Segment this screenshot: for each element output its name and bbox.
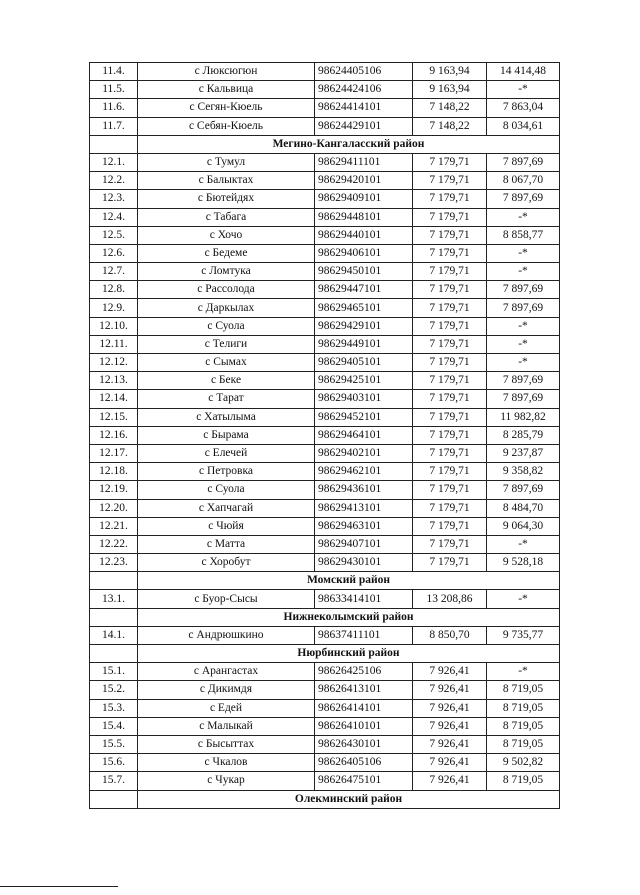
- value-1: 7 179,71: [413, 499, 487, 517]
- table-row: [90, 681, 560, 699]
- value-2: -*: [487, 263, 560, 281]
- table-row: [90, 772, 560, 790]
- table-row: [90, 354, 560, 372]
- value-2: -*: [487, 335, 560, 353]
- row-number: 15.4.: [90, 717, 138, 735]
- row-number: 15.3.: [90, 699, 138, 717]
- value-2: 7 897,69: [487, 299, 560, 317]
- oktmo-code: 98629413101: [315, 499, 413, 517]
- table-row: [90, 481, 560, 499]
- row-number: 12.1.: [90, 153, 138, 171]
- value-2: 9 064,30: [487, 517, 560, 535]
- district-header-row: [90, 135, 560, 153]
- settlement-name: с Едей: [138, 699, 315, 717]
- oktmo-code: 98629452101: [315, 408, 413, 426]
- row-number: 12.2.: [90, 172, 138, 190]
- row-number: 15.5.: [90, 735, 138, 753]
- oktmo-code: 98624405106: [315, 63, 413, 81]
- district-title: Нижнеколымский район: [138, 608, 560, 626]
- value-1: 7 148,22: [413, 117, 487, 135]
- value-2: 8 719,05: [487, 717, 560, 735]
- settlement-name: с Хоробут: [138, 554, 315, 572]
- settlement-name: с Табага: [138, 208, 315, 226]
- value-2: 7 897,69: [487, 153, 560, 171]
- value-2: 9 528,18: [487, 554, 560, 572]
- table-row: [90, 208, 560, 226]
- oktmo-code: 98624414101: [315, 99, 413, 117]
- row-number: 12.4.: [90, 208, 138, 226]
- settlement-name: с Чкалов: [138, 754, 315, 772]
- district-title: Нюрбинский район: [138, 645, 560, 663]
- settlement-name: с Люксюгюн: [138, 63, 315, 81]
- table-row: [90, 263, 560, 281]
- table-row: [90, 535, 560, 553]
- table-row: [90, 153, 560, 171]
- settlement-name: с Андрюшкино: [138, 626, 315, 644]
- oktmo-code: 98626413101: [315, 681, 413, 699]
- row-number: 12.23.: [90, 554, 138, 572]
- settlement-name: с Ломтука: [138, 263, 315, 281]
- value-2: 8 719,05: [487, 699, 560, 717]
- value-2: 8 067,70: [487, 172, 560, 190]
- row-number: 12.10.: [90, 317, 138, 335]
- oktmo-code: 98629436101: [315, 481, 413, 499]
- value-1: 7 179,71: [413, 335, 487, 353]
- value-1: 7 179,71: [413, 172, 487, 190]
- value-1: 7 179,71: [413, 554, 487, 572]
- oktmo-code: 98624424106: [315, 81, 413, 99]
- oktmo-code: 98629411101: [315, 153, 413, 171]
- settlement-name: с Даркылах: [138, 299, 315, 317]
- row-number: 12.21.: [90, 517, 138, 535]
- value-1: 7 179,71: [413, 317, 487, 335]
- oktmo-code: 98629449101: [315, 335, 413, 353]
- settlement-name: с Себян-Кюель: [138, 117, 315, 135]
- value-1: 8 850,70: [413, 626, 487, 644]
- district-blank-cell: [90, 608, 138, 626]
- district-header-row: [90, 572, 560, 590]
- table-row: [90, 63, 560, 81]
- table-row: [90, 190, 560, 208]
- oktmo-code: 98629450101: [315, 263, 413, 281]
- value-2: 9 358,82: [487, 463, 560, 481]
- oktmo-code: 98629402101: [315, 444, 413, 462]
- settlement-name: с Матта: [138, 535, 315, 553]
- row-number: 14.1.: [90, 626, 138, 644]
- district-header-row: [90, 645, 560, 663]
- value-1: 7 926,41: [413, 699, 487, 717]
- value-1: 7 179,71: [413, 444, 487, 462]
- settlement-name: с Суола: [138, 481, 315, 499]
- settlement-name: с Балыктах: [138, 172, 315, 190]
- table-row: [90, 590, 560, 608]
- table-row: [90, 317, 560, 335]
- district-blank-cell: [90, 645, 138, 663]
- oktmo-code: 98629420101: [315, 172, 413, 190]
- oktmo-code: 98629405101: [315, 354, 413, 372]
- value-2: -*: [487, 208, 560, 226]
- table-row: [90, 281, 560, 299]
- table-row: [90, 408, 560, 426]
- oktmo-code: 98629406101: [315, 244, 413, 262]
- value-1: 7 179,71: [413, 408, 487, 426]
- oktmo-code: 98629430101: [315, 554, 413, 572]
- value-1: 7 179,71: [413, 372, 487, 390]
- row-number: 13.1.: [90, 590, 138, 608]
- row-number: 12.17.: [90, 444, 138, 462]
- settlement-name: с Беке: [138, 372, 315, 390]
- table-row: [90, 554, 560, 572]
- value-1: 7 926,41: [413, 717, 487, 735]
- district-blank-cell: [90, 135, 138, 153]
- district-blank-cell: [90, 790, 138, 808]
- settlement-name: с Кальвица: [138, 81, 315, 99]
- row-number: 12.6.: [90, 244, 138, 262]
- value-1: 7 179,71: [413, 354, 487, 372]
- table-row: [90, 335, 560, 353]
- oktmo-code: 98629403101: [315, 390, 413, 408]
- row-number: 11.5.: [90, 81, 138, 99]
- value-1: 7 926,41: [413, 681, 487, 699]
- oktmo-code: 98629440101: [315, 226, 413, 244]
- value-2: 8 034,61: [487, 117, 560, 135]
- settlement-name: с Чукар: [138, 772, 315, 790]
- row-number: 15.2.: [90, 681, 138, 699]
- table-row: [90, 626, 560, 644]
- value-1: 7 179,71: [413, 244, 487, 262]
- table-row: [90, 244, 560, 262]
- settlement-name: с Сегян-Кюель: [138, 99, 315, 117]
- settlement-name: с Буор-Сысы: [138, 590, 315, 608]
- value-1: 7 179,71: [413, 463, 487, 481]
- value-2: 7 863,04: [487, 99, 560, 117]
- district-title: Момский район: [138, 572, 560, 590]
- oktmo-code: 98629448101: [315, 208, 413, 226]
- value-2: -*: [487, 663, 560, 681]
- row-number: 12.9.: [90, 299, 138, 317]
- settlement-name: с Бедеме: [138, 244, 315, 262]
- oktmo-code: 98629462101: [315, 463, 413, 481]
- table-row: [90, 754, 560, 772]
- value-1: 7 926,41: [413, 735, 487, 753]
- value-2: 8 719,05: [487, 772, 560, 790]
- oktmo-code: 98629407101: [315, 535, 413, 553]
- row-number: 11.4.: [90, 63, 138, 81]
- value-2: 8 719,05: [487, 681, 560, 699]
- value-1: 7 179,71: [413, 281, 487, 299]
- value-1: 7 926,41: [413, 663, 487, 681]
- settlement-name: с Арангастах: [138, 663, 315, 681]
- value-1: 7 179,71: [413, 517, 487, 535]
- settlement-name: с Хочо: [138, 226, 315, 244]
- row-number: 11.7.: [90, 117, 138, 135]
- settlement-name: с Сымах: [138, 354, 315, 372]
- row-number: 12.13.: [90, 372, 138, 390]
- settlement-name: с Тумул: [138, 153, 315, 171]
- oktmo-code: 98629447101: [315, 281, 413, 299]
- oktmo-code: 98629429101: [315, 317, 413, 335]
- district-title: Олекминский район: [138, 790, 560, 808]
- table-row: [90, 717, 560, 735]
- row-number: 12.22.: [90, 535, 138, 553]
- value-2: -*: [487, 81, 560, 99]
- table-row: [90, 117, 560, 135]
- settlement-name: с Бырама: [138, 426, 315, 444]
- value-1: 7 179,71: [413, 190, 487, 208]
- row-number: 12.8.: [90, 281, 138, 299]
- district-blank-cell: [90, 572, 138, 590]
- value-2: 11 982,82: [487, 408, 560, 426]
- value-2: 8 719,05: [487, 735, 560, 753]
- table-row: [90, 172, 560, 190]
- value-1: 7 179,71: [413, 535, 487, 553]
- value-2: 8 484,70: [487, 499, 560, 517]
- value-2: 7 897,69: [487, 390, 560, 408]
- settlement-name: с Телиги: [138, 335, 315, 353]
- settlement-name: с Бютейдях: [138, 190, 315, 208]
- table-body: [90, 63, 560, 809]
- value-1: 9 163,94: [413, 63, 487, 81]
- row-number: 12.7.: [90, 263, 138, 281]
- settlement-name: с Рассолода: [138, 281, 315, 299]
- value-2: -*: [487, 354, 560, 372]
- oktmo-code: 98629425101: [315, 372, 413, 390]
- oktmo-code: 98626410101: [315, 717, 413, 735]
- table-row: [90, 463, 560, 481]
- settlement-name: с Дикимдя: [138, 681, 315, 699]
- value-2: 9 502,82: [487, 754, 560, 772]
- oktmo-code: 98629409101: [315, 190, 413, 208]
- row-number: 12.5.: [90, 226, 138, 244]
- value-1: 13 208,86: [413, 590, 487, 608]
- row-number: 12.14.: [90, 390, 138, 408]
- row-number: 15.1.: [90, 663, 138, 681]
- value-1: 7 179,71: [413, 299, 487, 317]
- value-2: 8 285,79: [487, 426, 560, 444]
- row-number: 11.6.: [90, 99, 138, 117]
- row-number: 15.6.: [90, 754, 138, 772]
- value-1: 7 179,71: [413, 263, 487, 281]
- row-number: 12.11.: [90, 335, 138, 353]
- oktmo-code: 98626414101: [315, 699, 413, 717]
- value-2: -*: [487, 317, 560, 335]
- settlements-table: [89, 62, 560, 809]
- oktmo-code: 98637411101: [315, 626, 413, 644]
- table-row: [90, 663, 560, 681]
- value-2: 7 897,69: [487, 281, 560, 299]
- oktmo-code: 98629463101: [315, 517, 413, 535]
- settlement-name: с Тарат: [138, 390, 315, 408]
- table-row: [90, 517, 560, 535]
- value-2: 9 237,87: [487, 444, 560, 462]
- value-1: 7 179,71: [413, 390, 487, 408]
- oktmo-code: 98626405106: [315, 754, 413, 772]
- settlement-name: с Бысыттах: [138, 735, 315, 753]
- settlement-name: с Суола: [138, 317, 315, 335]
- value-1: 7 179,71: [413, 481, 487, 499]
- footnote-separator: [0, 886, 118, 887]
- settlement-name: с Елечей: [138, 444, 315, 462]
- value-2: 8 858,77: [487, 226, 560, 244]
- row-number: 12.18.: [90, 463, 138, 481]
- table-row: [90, 699, 560, 717]
- settlement-name: с Петровка: [138, 463, 315, 481]
- settlement-name: с Малыкай: [138, 717, 315, 735]
- value-1: 7 179,71: [413, 153, 487, 171]
- value-2: 7 897,69: [487, 481, 560, 499]
- oktmo-code: 98629464101: [315, 426, 413, 444]
- table-row: [90, 444, 560, 462]
- district-title: Мегино-Кангаласский район: [138, 135, 560, 153]
- row-number: 12.20.: [90, 499, 138, 517]
- oktmo-code: 98626425106: [315, 663, 413, 681]
- district-header-row: [90, 790, 560, 808]
- value-2: -*: [487, 590, 560, 608]
- value-2: 7 897,69: [487, 372, 560, 390]
- table-row: [90, 390, 560, 408]
- value-1: 7 148,22: [413, 99, 487, 117]
- oktmo-code: 98629465101: [315, 299, 413, 317]
- value-2: -*: [487, 244, 560, 262]
- oktmo-code: 98626475101: [315, 772, 413, 790]
- value-1: 7 926,41: [413, 754, 487, 772]
- table-row: [90, 99, 560, 117]
- row-number: 12.16.: [90, 426, 138, 444]
- value-2: 9 735,77: [487, 626, 560, 644]
- settlement-name: с Хапчагай: [138, 499, 315, 517]
- oktmo-code: 98626430101: [315, 735, 413, 753]
- value-1: 7 179,71: [413, 208, 487, 226]
- settlement-name: с Хатылыма: [138, 408, 315, 426]
- district-header-row: [90, 608, 560, 626]
- row-number: 15.7.: [90, 772, 138, 790]
- value-1: 7 179,71: [413, 426, 487, 444]
- table-row: [90, 499, 560, 517]
- table-row: [90, 226, 560, 244]
- table-row: [90, 735, 560, 753]
- value-1: 7 179,71: [413, 226, 487, 244]
- value-1: 9 163,94: [413, 81, 487, 99]
- oktmo-code: 98633414101: [315, 590, 413, 608]
- oktmo-code: 98624429101: [315, 117, 413, 135]
- table-row: [90, 81, 560, 99]
- table-row: [90, 372, 560, 390]
- table-row: [90, 426, 560, 444]
- row-number: 12.19.: [90, 481, 138, 499]
- value-2: 7 897,69: [487, 190, 560, 208]
- value-2: -*: [487, 535, 560, 553]
- row-number: 12.15.: [90, 408, 138, 426]
- settlement-name: с Чюйя: [138, 517, 315, 535]
- value-1: 7 926,41: [413, 772, 487, 790]
- row-number: 12.3.: [90, 190, 138, 208]
- table-row: [90, 299, 560, 317]
- value-2: 14 414,48: [487, 63, 560, 81]
- row-number: 12.12.: [90, 354, 138, 372]
